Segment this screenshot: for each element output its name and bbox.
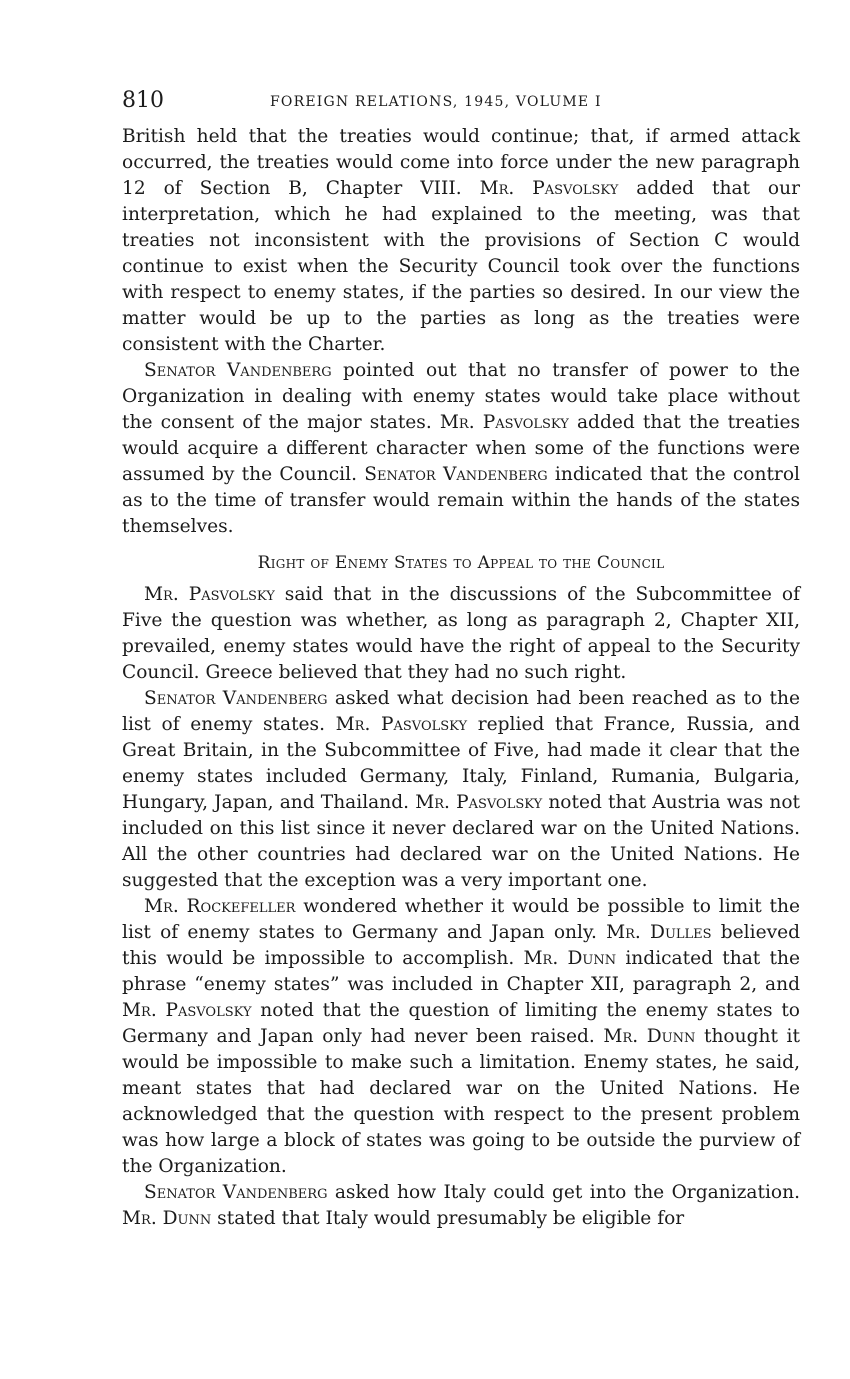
page-number: 810 xyxy=(122,88,164,113)
paragraph: Mr. Rockefeller wondered whether it would be possible to limit the list of enemy states to Germany and Japan only. Mr. Dulles believed this would be impossible to accomplish. Mr. Dunn indicated that the phrase “enemy states” was included in Chapter XII, paragraph 2, and Mr. Pasvolsky noted that the question of limiting the enemy states to Germany and Japan only had never been raised. Mr. Dunn thought it would be impossible to make such a limitation. Enemy states, he said, meant states that had declared war on the United Nations. He acknowledged that the question with respect to the present problem was how large a block of states was going to be outside the purview of the Organization. xyxy=(122,896,800,1177)
speaker-name: Mr. Rockefeller xyxy=(144,896,296,917)
speaker-name: Mr. Pasvolsky xyxy=(479,178,619,199)
paragraph: Senator Vandenberg asked how Italy could get into the Organization. Mr. Dunn stated that Italy would presumably be eligible for xyxy=(122,1182,800,1229)
paragraph: British held that the treaties would continue; that, if armed attack occurred, the treaties would come into force under the new paragraph 12 of Section B, Chapter VIII. Mr. Pasvolsky added that our interpretation, which he had explained to the meeting, was that treaties not inconsistent with the provisions of Section C would continue to exist when the Security Council took over the functions with respect to enemy states, if the parties so desired. In our view the matter would be up to the parties as long as the treaties were consistent with the Charter. xyxy=(122,126,800,355)
speaker-name: Mr. Dunn xyxy=(603,1026,696,1047)
speaker-name: Mr. Dunn xyxy=(523,948,617,969)
speaker-name: Mr. Dunn xyxy=(122,1208,212,1229)
body-text xyxy=(122,124,800,1232)
speaker-name: Senator Vandenberg xyxy=(144,688,328,709)
speaker-name: Mr. Pasvolsky xyxy=(144,584,275,605)
running-title: FOREIGN RELATIONS, 1945, VOLUME I xyxy=(270,94,602,110)
paragraph: Senator Vandenberg pointed out that no transfer of power to the Organization in dealing with enemy states would take place without the consent of the major states. Mr. Pasvolsky added that the treaties would acquire a different character when some of the functions were assumed by the Council. Senator Vandenberg indicated that the control as to the time of transfer would remain within the hands of the states themselves. xyxy=(122,360,800,537)
speaker-name: Senator Vandenberg xyxy=(144,360,332,381)
speaker-name: Mr. Pasvolsky xyxy=(415,792,543,813)
speaker-name: Mr. Dulles xyxy=(606,922,712,943)
running-head xyxy=(122,84,800,124)
paragraph: Mr. Pasvolsky said that in the discussions of the Subcommittee of Five the question was whether, as long as paragraph 2, Chapter XII, prevailed, enemy states would have the right of appeal to the Security Council. Greece believed that they had no such right. xyxy=(122,584,800,683)
speaker-name: Senator Vandenberg xyxy=(364,464,548,485)
section-heading: Right of Enemy States to Appeal to the Council xyxy=(257,553,665,573)
paragraph: Senator Vandenberg asked what decision had been reached as to the list of enemy states. Mr. Pasvolsky replied that France, Russia, and Great Britain, in the Subcommittee of Five, had made it clear that the enemy states included Germany, Italy, Finland, Rumania, Bulgaria, Hungary, Japan, and Thailand. Mr. Pasvolsky noted that Austria was not included on this list since it never declared war on the United Nations. All the other countries had declared war on the United Nations. He suggested that the exception was a very important one. xyxy=(122,688,800,891)
document-page xyxy=(122,84,800,1232)
speaker-name: Mr. Pasvolsky xyxy=(335,714,468,735)
speaker-name: Mr. Pasvolsky xyxy=(439,412,569,433)
speaker-name: Senator Vandenberg xyxy=(144,1182,328,1203)
speaker-name: Mr. Pasvolsky xyxy=(122,1000,252,1021)
